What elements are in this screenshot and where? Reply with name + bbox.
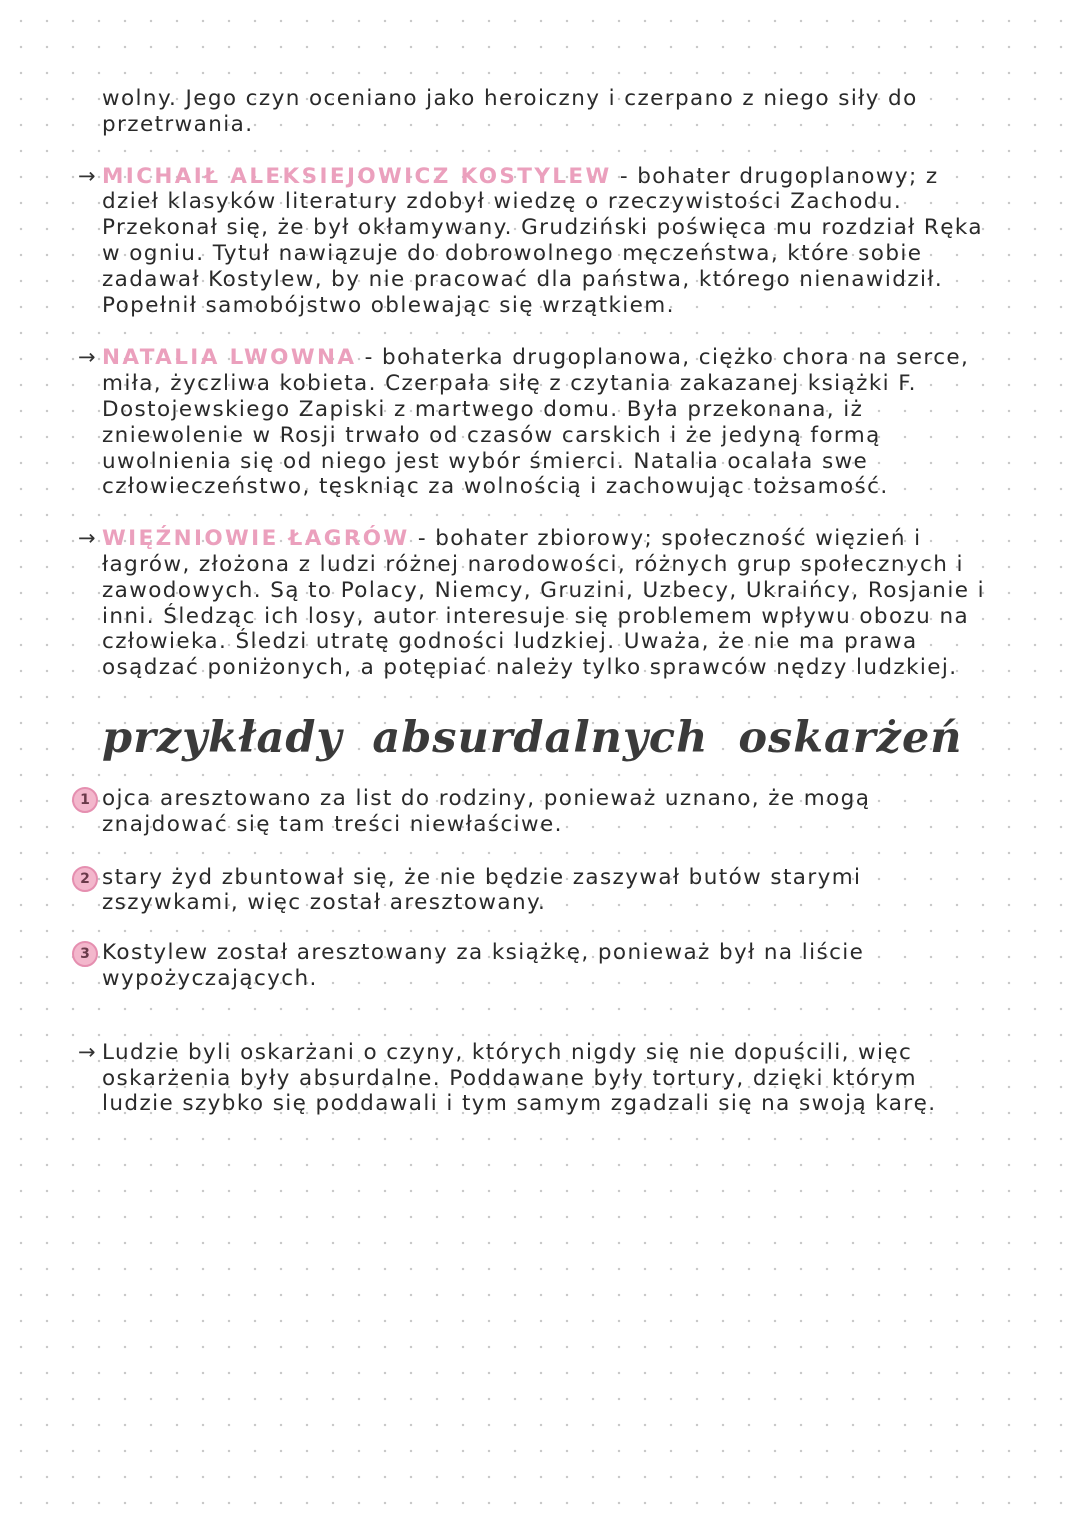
character-natalia: [78, 345, 988, 500]
character-wiezniowie: [78, 526, 988, 681]
section-heading: przykłady absurdalnych oskarżeń: [102, 712, 963, 763]
conclusion-paragraph: [78, 1040, 988, 1117]
character-name: WIĘŹNIOWIE ŁAGRÓW: [102, 526, 410, 552]
arrow-icon: →: [78, 163, 96, 188]
example-item: [78, 940, 988, 992]
example-text: Kostylew został aresztowany za książkę, ponieważ był na liście wypożyczających.: [102, 940, 865, 991]
example-item: [78, 865, 988, 917]
number-badge: 3: [72, 941, 98, 967]
number-badge: 2: [72, 866, 98, 892]
character-description: - bohater zbiorowy; społeczność więzień i łagrów, złożona z ludzi różnej narodowości, różnych grup społecznych i zawodowych. Są to Polacy, Niemcy, Gruzini, Uzbecy, Ukraińcy, Rosjanie i inni. Śledząc ich losy, autor interesuje się problemem wpływu obozu na człowieka. Śledzi utratę godności ludzkiej. Uważa, że nie ma prawa osądzać poniżonych, a potępiać należy tylko sprawców nędzy ludzkiej.: [102, 526, 985, 681]
character-kostylew: [78, 164, 988, 319]
number-badge: 1: [72, 787, 98, 813]
intro-paragraph: [78, 86, 988, 138]
character-name: NATALIA LWOWNA: [102, 345, 357, 371]
arrow-icon: →: [78, 526, 96, 551]
character-name: MICHAIŁ ALEKSIEJOWICZ KOSTYLEW: [102, 163, 612, 189]
notes-content: [78, 86, 988, 1117]
example-text: stary żyd zbuntował się, że nie będzie zaszywał butów starymi zszywkami, więc został aresztowany.: [102, 864, 862, 916]
example-text: ojca aresztowano za list do rodziny, ponieważ uznano, że mogą znajdować się tam treści niewłaściwe.: [102, 785, 871, 837]
arrow-icon: →: [78, 1039, 96, 1064]
intro-text: wolny. Jego czyn oceniano jako heroiczny i czerpano z niego siły do przetrwania.: [102, 86, 918, 137]
example-item: [78, 786, 988, 838]
arrow-icon: →: [78, 345, 96, 370]
character-description: - bohater drugoplanowy; z dzieł klasyków literatury zdobył wiedzę o rzeczywistości Zachodu. Przekonał się, że był okłamywany. Grudziński poświęca mu rozdział Ręka w ogniu. Tytuł nawiązuje do dobrowolnego męczeństwa, które sobie zadawał Kostylew, by nie pracować dla państwa, którego nienawidził. Popełnił samobójstwo oblewając się wrzątkiem.: [102, 163, 983, 318]
conclusion-text: Ludzie byli oskarżani o czyny, których nigdy się nie dopuścili, więc oskarżenia były absurdalne. Poddawane były tortury, dzięki którym ludzie szybko się poddawali i tym samym zgadzali się na swoją karę.: [102, 1039, 937, 1117]
character-description: - bohaterka drugoplanowa, ciężko chora na serce, miła, życzliwa kobieta. Czerpała siłę z czytania zakazanej książki F. Dostojewskiego Zapiski z martwego domu. Była przekonana, iż zniewolenie w Rosji trwało od czasów carskich i że jedyną formą uwolnienia się od niego jest wybór śmierci. Natalia ocalała swe człowieczeństwo, tęskniąc za wolnością i zachowując tożsamość.: [102, 345, 970, 500]
